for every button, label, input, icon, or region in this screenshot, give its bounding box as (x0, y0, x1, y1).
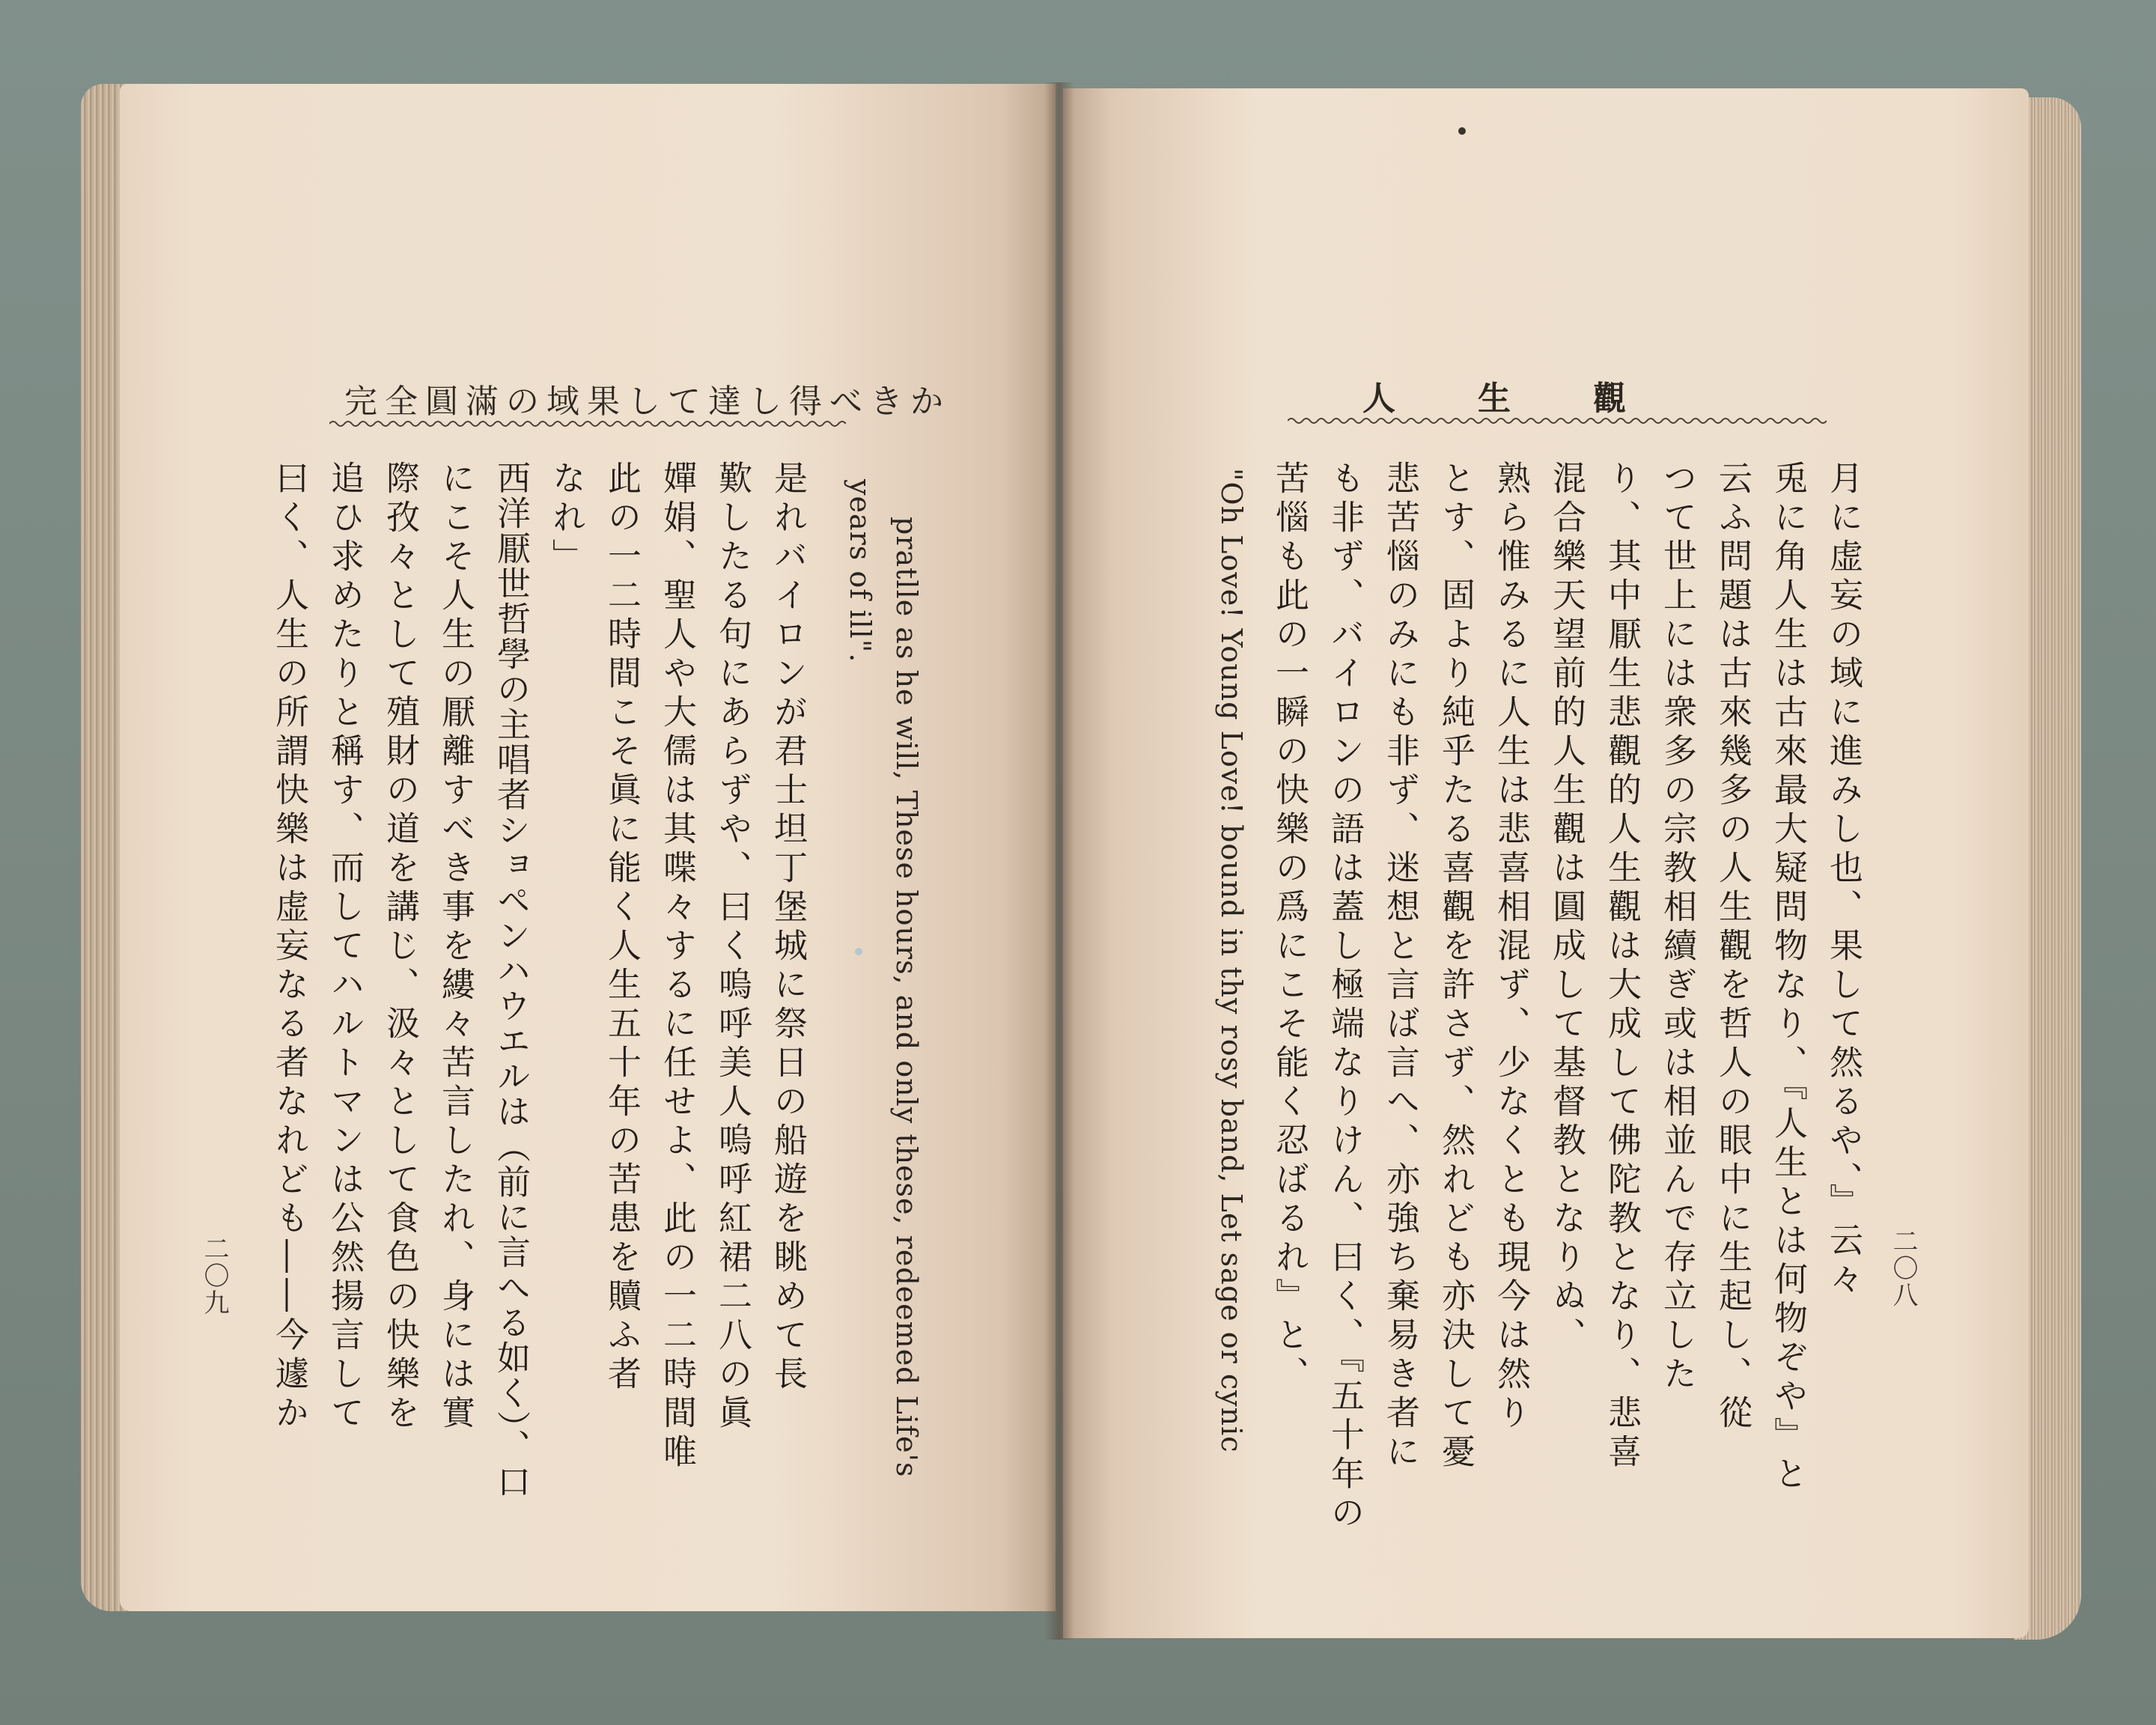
book-gutter (1044, 82, 1074, 1640)
right-column-7: 熟ら惟みるに人生は悲喜相混ず、少なくとも現今は然り (1491, 460, 1531, 1434)
left-column-10: 曰く、人生の所謂快樂は虚妄なる者なれども――今遽か (270, 460, 309, 1434)
right-column-2: 兎に角人生は古來最大疑問物なり、『人生とは何物ぞや』と (1768, 460, 1808, 1495)
page-mark-dot (1458, 127, 1466, 135)
left-page-number: 二〇九 (199, 1235, 229, 1316)
left-english-line-2: years of ill". (844, 479, 877, 663)
left-column-3: 嬋娟、聖人や大儒は其喋々するに任せよ、此の一二時間唯 (657, 460, 697, 1473)
right-column-4: つて世上には衆多の宗教相續ぎ或は相並んで存立した (1657, 460, 1697, 1395)
left-column-4: 此の一二時間こそ眞に能く人生五十年の苦患を贖ふ者 (602, 460, 642, 1395)
right-column-8: とす、固より純乎たる喜觀を許さず、然れども亦決して憂 (1436, 460, 1476, 1473)
right-running-header: 人生觀 (1362, 380, 1708, 418)
right-header-rule (1288, 416, 1827, 425)
right-column-1: 月に虚妄の域に進みし也、果して然るや、』云々 (1824, 460, 1863, 1300)
left-column-5: なれ」 (546, 460, 586, 577)
right-column-11: 苦惱も此の一瞬の快樂の爲にこそ能く忍ばるれ』と、 (1270, 460, 1309, 1395)
right-page (1063, 88, 2029, 1638)
right-column-3: 云ふ問題は古來幾多の人生觀を哲人の眼中に生起し、從 (1713, 460, 1752, 1434)
left-column-9: 追ひ求めたりと稱す、而してハルトマンは公然揚言して (325, 460, 365, 1434)
blue-speck (855, 948, 862, 955)
left-header-rule (329, 419, 846, 428)
left-column-7: にこそ人生の厭離すべき事を縷々苦言したれ、身には實 (436, 460, 475, 1434)
left-running-header: 完全圓滿の域果して達し得べきか (344, 383, 951, 421)
right-column-5: り、其中厭生悲觀的人生觀は大成して佛陀教となり、悲喜 (1602, 460, 1642, 1473)
right-column-10: も非ず、バイロンの語は蓋し極端なりけん、曰く、『五十年の (1325, 460, 1365, 1534)
left-column-1: 是れバイロンが君士坦丁堡城に祭日の船遊を眺めて長 (768, 460, 808, 1395)
left-column-2: 歎したる句にあらずや、曰く嗚呼美人嗚呼紅裙二八の眞 (713, 460, 752, 1434)
right-english-line-1: "Oh Love! Young Love! bound in thy rosy band, Let sage or cynic (1215, 468, 1248, 1453)
left-column-8: 際孜々として殖財の道を講じ、汲々として食色の快樂を (380, 460, 420, 1434)
right-column-9: 悲苦惱のみにも非ず、迷想と言ば言へ、亦強ち棄易き者に (1380, 460, 1420, 1473)
left-column-6: 西洋厭世哲學の主唱者ショペンハウエルは（前に言へる如く）、口 (491, 460, 531, 1500)
right-page-number: 二〇八 (1888, 1228, 1918, 1309)
left-english-line-1: pratlle as he will, These hours, and only these, redeemed Life's (890, 517, 923, 1478)
right-column-6: 混合樂天望前的人生觀は圓成して基督教となりぬ、 (1547, 460, 1586, 1356)
